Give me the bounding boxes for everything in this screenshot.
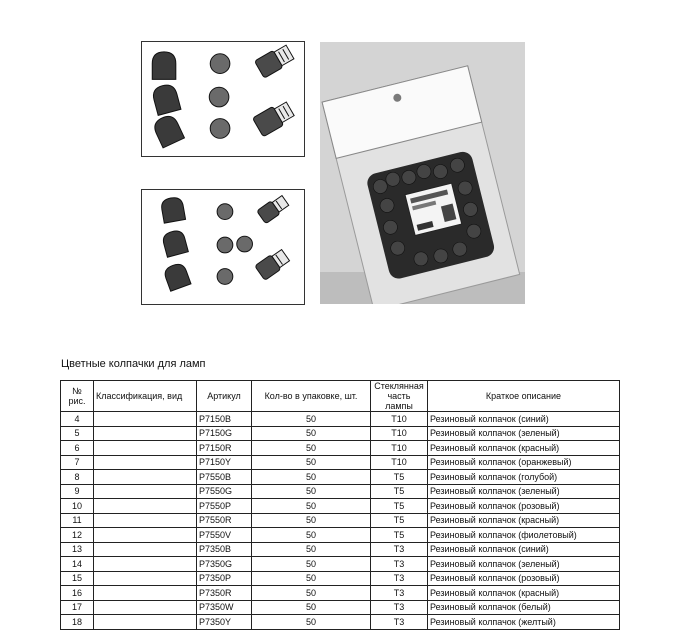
cell-description: Резиновый колпачок (белый) [428,600,620,615]
cell-num: 7 [61,455,94,470]
cell-quantity: 50 [252,455,371,470]
cell-quantity: 50 [252,571,371,586]
cell-article: P7550B [197,470,252,485]
table-row [61,615,620,630]
cell-glass: T3 [371,557,428,572]
cell-description: Резиновый колпачок (фиолетовый) [428,528,620,543]
cell-quantity: 50 [252,542,371,557]
table-row [61,571,620,586]
cell-quantity: 50 [252,499,371,514]
cell-num: 10 [61,499,94,514]
cell-description: Резиновый колпачок (зеленый) [428,426,620,441]
cell-glass: T3 [371,586,428,601]
cell-article: P7550P [197,499,252,514]
cell-classification [94,600,197,615]
lamp-caps-illustration [142,190,304,304]
cell-classification [94,499,197,514]
cell-description: Резиновый колпачок (зеленый) [428,557,620,572]
cell-quantity: 50 [252,600,371,615]
cell-quantity: 50 [252,484,371,499]
table-body [61,412,620,630]
cell-num: 8 [61,470,94,485]
cell-description: Резиновый колпачок (синий) [428,412,620,427]
cell-article: P7550G [197,484,252,499]
cell-description: Резиновый колпачок (желтый) [428,615,620,630]
cell-article: P7350G [197,557,252,572]
spec-table [60,380,620,630]
cell-classification [94,484,197,499]
cell-description: Резиновый колпачок (розовый) [428,499,620,514]
cell-glass: T10 [371,441,428,456]
table-row [61,499,620,514]
cell-glass: T3 [371,600,428,615]
cell-article: P7150B [197,412,252,427]
cell-glass: T5 [371,513,428,528]
cell-classification [94,542,197,557]
cell-glass: T5 [371,528,428,543]
cell-glass: T5 [371,499,428,514]
cell-description: Резиновый колпачок (красный) [428,441,620,456]
cell-classification [94,557,197,572]
table-row [61,586,620,601]
table-caption: Цветные колпачки для ламп [61,358,206,370]
cell-num: 13 [61,542,94,557]
cell-glass: T3 [371,615,428,630]
cell-glass: T10 [371,426,428,441]
table-row [61,513,620,528]
cell-quantity: 50 [252,412,371,427]
cell-classification [94,586,197,601]
cell-glass: T3 [371,542,428,557]
table-row [61,441,620,456]
cell-glass: T10 [371,455,428,470]
cell-num: 12 [61,528,94,543]
cell-classification [94,441,197,456]
cell-glass: T5 [371,470,428,485]
cell-description: Резиновый колпачок (красный) [428,513,620,528]
cell-glass: T5 [371,484,428,499]
cell-article: P7550V [197,528,252,543]
cell-classification [94,571,197,586]
photo-lamp-caps-small [141,189,305,305]
cell-num: 16 [61,586,94,601]
cell-num: 6 [61,441,94,456]
cell-article: P7350W [197,600,252,615]
cell-article: P7150G [197,426,252,441]
cell-classification [94,528,197,543]
table-row [61,412,620,427]
cell-glass: T3 [371,571,428,586]
header-classification: Классификация, вид [94,381,197,412]
cell-quantity: 50 [252,615,371,630]
cell-classification [94,513,197,528]
cell-quantity: 50 [252,426,371,441]
cell-description: Резиновый колпачок (оранжевый) [428,455,620,470]
header-description: Краткое описание [428,381,620,412]
cell-classification [94,470,197,485]
table-row [61,600,620,615]
cell-num: 18 [61,615,94,630]
cell-quantity: 50 [252,470,371,485]
cell-quantity: 50 [252,441,371,456]
cell-description: Резиновый колпачок (голубой) [428,470,620,485]
cell-num: 4 [61,412,94,427]
cell-num: 5 [61,426,94,441]
photo-package [320,42,525,304]
cell-quantity: 50 [252,513,371,528]
cell-article: P7350B [197,542,252,557]
table-row [61,426,620,441]
table-row [61,455,620,470]
table-row [61,557,620,572]
cell-article: P7150R [197,441,252,456]
table-row [61,542,620,557]
cell-description: Резиновый колпачок (красный) [428,586,620,601]
cell-num: 9 [61,484,94,499]
table-row [61,484,620,499]
cell-classification [94,426,197,441]
cell-description: Резиновый колпачок (зеленый) [428,484,620,499]
cell-classification [94,615,197,630]
cell-quantity: 50 [252,557,371,572]
header-glass: Стеклянная часть лампы [371,381,428,412]
package-illustration [320,42,525,304]
lamp-caps-illustration [142,42,304,156]
header-num: № рис. [61,381,94,412]
cell-classification [94,412,197,427]
cell-description: Резиновый колпачок (розовый) [428,571,620,586]
cell-num: 17 [61,600,94,615]
cell-article: P7350P [197,571,252,586]
table-header [61,381,620,412]
cell-description: Резиновый колпачок (синий) [428,542,620,557]
cell-article: P7350Y [197,615,252,630]
cell-num: 11 [61,513,94,528]
cell-quantity: 50 [252,528,371,543]
cell-classification [94,455,197,470]
cell-quantity: 50 [252,586,371,601]
cell-article: P7350R [197,586,252,601]
cell-glass: T10 [371,412,428,427]
cell-num: 14 [61,557,94,572]
cell-article: P7550R [197,513,252,528]
header-article: Артикул [197,381,252,412]
header-quantity: Кол-во в упаковке, шт. [252,381,371,412]
cell-num: 15 [61,571,94,586]
photo-lamp-caps-large [141,41,305,157]
cell-article: P7150Y [197,455,252,470]
table-row [61,528,620,543]
table-row [61,470,620,485]
